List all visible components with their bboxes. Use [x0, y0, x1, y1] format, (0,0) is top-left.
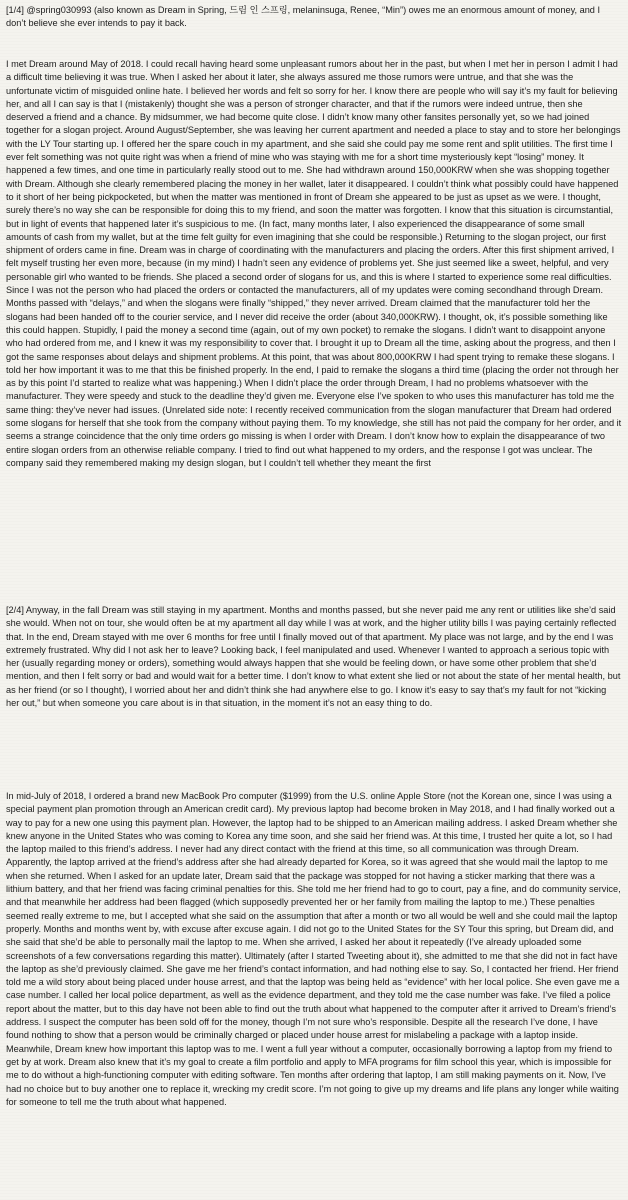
- paragraph-slogan-story: I met Dream around May of 2018. I could recall having heard some unpleasant rumors about her in the past, but when I met her in person I admit I had a difficult time believing it was true. When I asked her about it later, she always assured me those rumors were untrue, and that she was the unfortunate victim of misguided online hate. I believed her words and felt so sorry for her. I know there are people who will say it’s my fault for believing her, and all I can say is that I (mistakenly) thought she was a person of stronger character, and that if the rumors were indeed untrue, then she deserved a friend and a chance. By midsummer, we had become quite close. I didn’t know many other fansites personally yet, so we had joined together for a slogan project. Around August/September, she was leaving her current apartment and needed a place to stay and to store her belongings with the LY Tour starting up. I offered her the spare couch in my apartment, and she said she could pay me some rent and split utilities. The first time I ever felt something was not quite right was when a friend of mine who was staying with me for a short time mysteriously kept “losing” money. It happened a few times, and one time in particularly really stood out to me. She had withdrawn around 150,000KRW when she was shopping together with Dream. Although she clearly remembered placing the money in her wallet, later it disappeared. I couldn’t think what possibly could have happened to it short of her being pickpocketed, but when the matter was mentioned in front of Dream she appeared to be just as upset as we were. I thought, surely there’s no way she can be responsible for doing this to my friend, and soon the matter was forgotten. I know that this situation is circumstantial, but in light of events that happened later it’s suspicious to me. (In fact, many months later, I also experienced the disappearance of some small amounts of cash from my wallet, but at the time felt guilty for even imagining that she could be responsible.) Returning to the slogan project, our first shipment of orders came in fine. Dream was in charge of coordinating with the manufacturers and placing the orders. After this first shipment arrived, I felt myself trusting her even more, because (in my mind) I hadn’t seen any evidence of problems yet. She just seemed like a sweet, helpful, and very personable girl who wanted to be friends. She placed a second order of slogans for us, and this is where I started to experience some real difficulties. Since I was not the person who had placed the orders or contacted the manufacturers, all of my updates were coming secondhand through Dream. Months passed with “delays,” and when the slogans were finally “shipped,” they never arrived. Dream claimed that the manufacturer told her the slogans had been handed off to the courier service, and I never did receive the order (about 340,000KRW). I thought, ok, it’s possible something like this could happen. Stupidly, I paid the money a second time (again, out of my own pocket) to remake the slogans. I didn’t want to disappoint anyone who had ordered from me, and I knew it was my responsibility to cover that. I brought it up to Dream all the time, asking about the progress, and then I got the same responses about delays and shipment problems. At this point, that was about 800,000KRW I had spent trying to remake these slogans. I told her how important it was to me that this be finished properly. In the end, I paid to remake the slogans a third time (placing the order not through her as by this point I’d started to realize what was happening.) When I didn’t place the order through Dream, I had no problems whatsoever with the manufacturer. They were speedy and stuck to the deadline they’d given me. Everyone else I’ve spoken to who uses this manufacturer has told me the same thing: they’ve never had issues. (Unrelated side note: I recently received communication from the slogan manufacturer that Dream had ordered some slogans for herself that she took from the company without paying them. To my knowledge, she still has not paid the company for her order, and it seems a strange coincidence that the only time orders go missing is when I order with Dream. I don’t know how to explain the disappearance of two entire slogan orders from an otherwise reliable company. I tried to find out what happened to my orders, and the response I got was unclear. The company said they remembered making my design slogan, but I couldn’t tell whether they meant the first: [6, 59, 622, 468]
- paragraph-laptop-story: In mid-July of 2018, I ordered a brand new MacBook Pro computer ($1999) from the U.S. online Apple Store (not the Korean one, since I was using a special payment plan promotion through an American credit card). My previous laptop had become broken in May 2018, and I had finally worked out a way to pay for a new one using this payment plan. However, the laptop had to be shipped to an American mailing address. I asked Dream whether she knew anyone in the United States who was coming to Korea any time soon, and she said her friend was. At this time, I trusted her quite a lot, so I had the laptop mailed to this friend’s address. I never had any direct contact with the friend at this time, so all communication was through Dream. Apparently, the laptop arrived at the friend’s address after she had already departed for Korea, so it was agreed that she would mail the laptop to me when she returned. When I asked for an update later, Dream said that the package was stopped for not having a sticker marking that there was a lithium battery, and that her friend was facing criminal penalties for this. She told me her friend had to go to court, pay a fine, and do community service, and that meanwhile her address had been flagged (which supposedly prevented her or her family from mailing the laptop to me.) These penalties seemed really extreme to me, but I accepted what she said on the assumption that after a month or two all would be well and she could mail the laptop properly. Months and months went by, with excuse after excuse again. I did not go to the United States for the SY Tour this spring, but Dream did, and she said that she’d be able to personally mail the laptop to me. When she arrived, I asked her about it repeatedly (I’ve already uploaded some screenshots of a few conversations regarding this matter). Ultimately (after I started Tweeting about it), she admitted to me that she did not in fact have the laptop as she’d previously claimed. She gave me her friend’s contact information, and had nothing else to say. So, I contacted her friend. Her friend told me a wild story about being placed under house arrest, and that the laptop was being held as “evidence” with her local police. She even gave me a case number. I called her local police department, as well as the evidence department, and they told me the case number was fake. I’ve filed a police report about the matter, but to this day have not been able to find out the truth about what happened to the computer after it arrived to Dream’s friend’s address. I suspect the computer has been sold off for the money, though I’m not sure who’s responsible. Despite all the research I’ve done, I have found nothing to show that a person would be criminally charged or placed under house arrest for mislabeling a package with a laptop inside. Meanwhile, Dream knew how important this laptop was to me. I went a full year without a computer, occasionally borrowing a laptop from my friend to get by at work. Dream also knew that it’s my goal to create a film portfolio and apply to MFA programs for film school this year, which is impossible for me to do without a high-functioning computer with editing software. Ten months after ordering that laptop, I am still making payments on it. Now, I’ve had no choice but to buy another one to replace it, wrecking my credit score. I’m not going to give up my dreams and life plans any longer while waiting for someone to tell me the truth about what happened.: [6, 791, 621, 1107]
- paragraph-part-2-apartment: [2/4] Anyway, in the fall Dream was still staying in my apartment. Months and months passed, but she never paid me any rent or utilities like she’d said she would. When not on tour, she would often be at my apartment all day while I was at work, and the higher utility bills I was paying certainly reflected that. In the end, Dream stayed with me over 6 months for free until I finally moved out of that apartment. My place was not large, and by the end I was extremely frustrated. Why did I not ask her to leave? Looking back, I feel manipulated and used. Whenever I wanted to approach a serious topic with her (usually regarding money or orders), something would always happen that she would be feeling down, or have some other problem that she’d mention, and then I felt sorry or bad and would wait for a better time. I don’t know to what extent she lied or not about the state of her mental health, but as her friend (or so I thought), I worried about her and didn’t think she had anywhere else to go. I know it’s easy to say that’s my fault for not “kicking her out,” but when someone you care about is in that situation, in the moment it’s not an easy thing to do.: [6, 605, 621, 709]
- paragraph-part-1-intro: [1/4] @spring030993 (also known as Dream in Spring, 드림 인 스프링, melaninsuga, Renee, “Min”) owes me an enormous amount of money, and I don’t believe she ever intends to pay it back.: [6, 5, 601, 29]
